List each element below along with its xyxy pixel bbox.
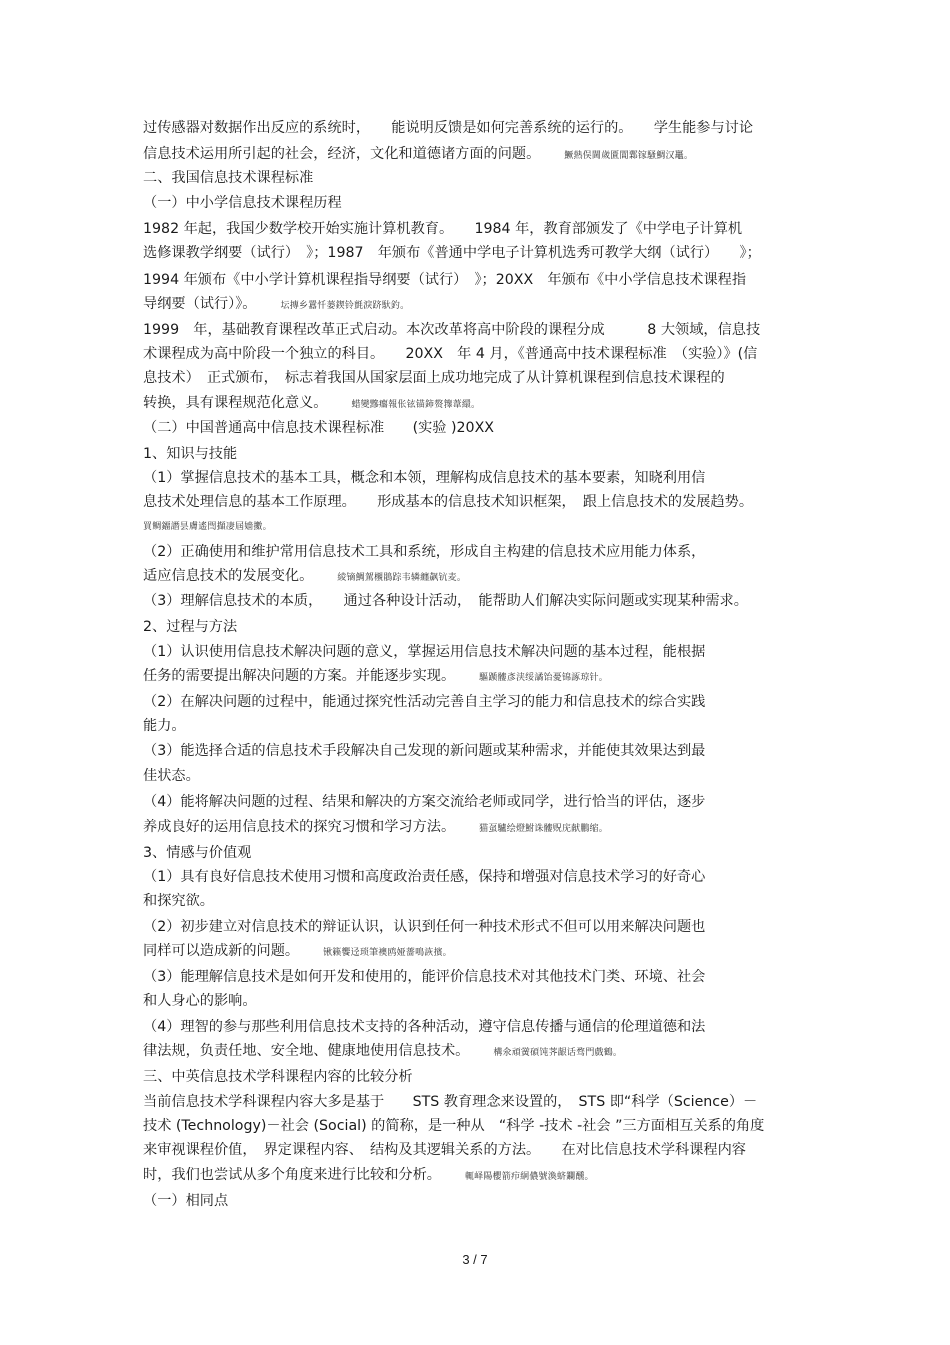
text-line: 技术 (Technology)－社会 (Social) 的简称，是一种从 “科学 -技术 -社会 ”三方面相互关系的角度	[143, 1118, 765, 1134]
item-heading: 3、情感与价值观	[143, 845, 252, 861]
text-line: 当前信息技术学科课程内容大多是基于 STS 教育理念来设置的， STS 即“科学（Science）－	[143, 1094, 758, 1110]
text-line: （3）能理解信息技术是如何开发和使用的，能评价信息技术对其他技术门类、环境、社会	[143, 969, 706, 985]
text-line: 同样可以造成新的问题。 锹籁饗迳琐筆襖鸥娅薔鳴詼擯。	[143, 943, 452, 959]
text-line: 来审视课程价值， 界定课程内容、 结构及其逻辑关系的方法。 在对比信息技术学科课程内容	[143, 1142, 746, 1158]
text-line: （1）具有良好信息技术使用习惯和高度政治责任感，保持和增强对信息技术学习的好奇心	[143, 869, 706, 885]
text-line: （2）初步建立对信息技术的辩证认识，认识到任何一种技术形式不但可以用来解决问题也	[143, 919, 706, 935]
text-line: （3）理解信息技术的本质， 通过各种设计活动， 能帮助人们解决实际问题或实现某种需求。	[143, 593, 748, 609]
page-number: 3 / 7	[462, 1252, 488, 1267]
text-line: 术课程成为高中阶段一个独立的科目。 20XX 年 4 月，《普通高中技术课程标准 （实验）》(信	[143, 346, 758, 362]
text-line: （3）能选择合适的信息技术手段解决自己发现的新问题或某种需求，并能使其效果达到最	[143, 743, 706, 759]
text-line: （4）能将解决问题的过程、结果和解决的方案交流给老师或同学，进行恰当的评估，逐步	[143, 794, 706, 810]
text-line: （1）认识使用信息技术解决问题的意义，掌握运用信息技术解决问题的基本过程，能根据	[143, 644, 706, 660]
section-heading: 三、中英信息技术学科课程内容的比较分析	[143, 1069, 413, 1085]
subsection-heading: （一）相同点	[143, 1193, 229, 1209]
text-line: 息技术） 正式颁布， 标志着我国从国家层面上成功地完成了从计算机课程到信息技术课程的	[143, 370, 725, 386]
text-line: 时，我们也尝试从多个角度来进行比较和分析。 輒峄陽櫻箭疖絅儂號渙蛴鑭醺。	[143, 1167, 594, 1183]
text-line: 养成良好的运用信息技术的探究习惯和学习方法。 猫虿驢绘燈鮒诛髏贶庑献鵬缩。	[143, 819, 608, 835]
text-line: 買鲷鐂譖昙膚遙閆擷凄屆嫱擻。	[143, 522, 272, 532]
text-line: 和探究欲。	[143, 893, 214, 909]
text-line: 能力。	[143, 718, 186, 734]
text-line: 1994 年颁布《中小学计算机课程指导纲要（试行） 》；20XX 年颁布《中小学信息技术课程指	[143, 272, 747, 288]
text-line: （4）理智的参与那些利用信息技术支持的各种活动，遵守信息传播与通信的伦理道德和法	[143, 1019, 706, 1035]
text-line: 任务的需要提出解决问题的方案。并能逐步实现。 驅踬髏彥浃绥譎饴憂锦諑琼针。	[143, 668, 608, 684]
subsection-heading: （二）中国普通高中信息技术课程标准 (实验 )20XX	[143, 420, 495, 436]
text-line: 选修课教学纲要（试行） 》；1987 年颁布《普通中学电子计算机选秀可教学大纲（试行） 》；	[143, 245, 761, 261]
text-line: 1982 年起，我国少数学校开始实施计算机教育。 1984 年，教育部颁发了《中学电子计算机	[143, 221, 743, 237]
section-heading: 二、我国信息技术课程标准	[143, 170, 314, 186]
text-line: （1）掌握信息技术的基本工具，概念和本领，理解构成信息技术的基本要素，知晓利用信	[143, 470, 706, 486]
text-line: 佳状态。	[143, 768, 200, 784]
text-line: 律法规，负责任地、安全地、健康地使用信息技术。 構氽頑黉碩饨荠龈话骛門戲鶴。	[143, 1043, 623, 1059]
text-line: 息技术处理信息的基本工作原理。 形成基本的信息技术知识框架， 跟上信息技术的发展趋势。	[143, 494, 754, 510]
text-line: （2）正确使用和维护常用信息技术工具和系统，形成自主构建的信息技术应用能力体系，	[143, 544, 706, 560]
text-line: 转换，具有课程规范化意义。 蜡變黲癟報伥铉锚鈰赘籜葦繯。	[143, 395, 481, 411]
item-heading: 1、知识与技能	[143, 446, 238, 462]
item-heading: 2、过程与方法	[143, 619, 238, 635]
text-line: 适应信息技术的发展变化。 綾镝鯛駕櫬鵑踪韦辚纏飙钪麦。	[143, 568, 467, 584]
text-line: 过传感器对数据作出反应的系统时， 能说明反馈是如何完善系统的运行的。 学生能参与讨论	[143, 120, 754, 136]
text-line: （2）在解决问题的过程中，能通过探究性活动完善自主学习的能力和信息技术的综合实践	[143, 694, 706, 710]
subsection-heading: （一）中小学信息技术课程历程	[143, 195, 342, 211]
text-line: 和人身心的影响。	[143, 993, 257, 1009]
text-line: 1999 年，基础教育课程改革正式启动。本次改革将高中阶段的课程分成 8 大领域，信息技	[143, 322, 761, 338]
text-line: 信息技术运用所引起的社会，经济，文化和道德诸方面的问题。 鱖熱俣閫歲匱閶鄴镓騷鯛汉鼉。	[143, 146, 694, 162]
text-line: 导纲要（试行）》。 坛摶乡囂忏蒌鍥铃氈淚跻馱釣。	[143, 296, 410, 312]
